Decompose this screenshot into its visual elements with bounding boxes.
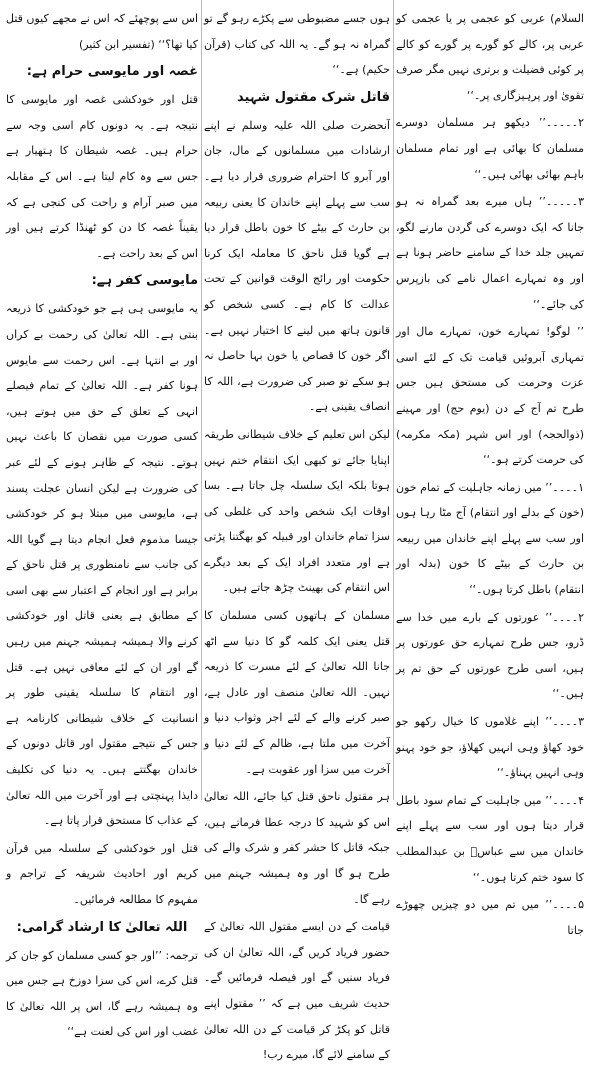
paragraph: آنحضرت صلی اللہ علیہ وسلم نے اپنے ارشادات میں مسلمانوں کے مال، جان اور آبرو کا احترام ضروری قرار دیا ہے۔ سب سے پہلے اپنے خاندان کا یعنی ربیعہ بن حارث کے بیٹے کا خون باطل قرار دیا ہے گویا قتل ناحق کا معاملہ ایک کرنا حکومت اور رائج الوقت قوانین کے تحت عدالت کا کام ہے۔ کسی شخص کو قانون ہاتھ میں لینے کا اختیار نہیں ہے۔ اگر خون کا قصاص یا خون بہا حاصل نہ ہو سکے تو صبر کی ضرورت ہے، اللہ کا انصاف یقینی ہے۔ — [204, 118, 390, 414]
article-column-right — [396, 6, 584, 937]
paragraph: قتل اور خودکشی کے سلسلہ میں قرآن کریم اور احادیث شریفہ کے تراجم و مفہوم کا مطالعہ فرمائیں۔ — [6, 841, 198, 906]
paragraph: ترجمہ: ’’اور جو کسی مسلمان کو جان کر قتل کرے، اس کی سزا دوزخ ہے جس میں وہ ہمیشہ رہے گا، اس پر اللہ تعالیٰ کا غضب اور اس کی لعنت ہے‘‘ — [6, 948, 198, 1039]
column-divider — [201, 0, 202, 800]
paragraph: ہر مقتول ناحق قتل کیا جائے، اللہ تعالیٰ اس کو شہید کا درجہ عطا فرماتے ہیں، جبکہ قاتل کا حشر کفر و شرک والے کی طرح ہو گا اور وہ ہمیشہ جہنم میں رہے گا۔ — [204, 790, 390, 906]
paragraph: لیکن اس تعلیم کے خلاف شیطانی طریقہ اپنایا جائے تو کبھی ایک انتقام ختم نہیں ہوتا بلکہ ایک سلسلہ چل جاتا ہے۔ بسا اوقات ایک شخص واحد کی غلطی کی سزا تمام خاندان اور قبیلہ کو بھگتنا پڑتی ہے اور متعدد افراد ایک کے بعد دیگرے اس انتقام کی بھینٹ چڑھ جاتے ہیں۔ — [204, 427, 390, 595]
paragraph: ۱۔۔۔۔’’ میں زمانہ جاہلیت کے تمام خون (خون کے بدلے اور انتقام) آج مٹا رہا ہوں اور سب سے پہلے اپنے خاندان میں ربیعہ بن حارث کے بیٹے کا خون (بدلہ اور انتقام) باطل کرتا ہوں۔‘‘ — [396, 480, 584, 597]
paragraph: اس سے پوچھئے کہ اس نے مجھے کیوں قتل کیا تھا؟‘‘ (تفسیر ابن کثیر) — [6, 12, 198, 51]
column-divider — [393, 0, 394, 800]
section-heading: اللہ تعالیٰ کا ارشاد گرامی: — [16, 919, 188, 935]
paragraph: السلام) عربی کو عجمی پر یا عجمی کو عربی پر، کالے کو گورے پر گورے کو کالے پر کوئی فضیلت و برتری نہیں مگر صرف تقویٰ اور پرہیزگاری پر۔‘‘ — [396, 12, 584, 102]
paragraph: ۳۔۔۔۔’’ اپنے غلاموں کا خیال رکھو جو خود کھاؤ وہی انہیں کھلاؤ، جو خود پہنو وہی انہیں پہناؤ۔‘‘ — [396, 715, 584, 780]
paragraph: ۵۔۔۔۔’’ میں تم میں دو چیزیں چھوڑے جاتا — [396, 898, 584, 937]
paragraph: قتل اور خودکشی غصہ اور مایوسی کا نتیجہ ہے۔ یہ دونوں کام اسی وجہ سے حرام ہیں۔ غصہ شیطان کا ہتھیار ہے جس سے وہ کام لیتا ہے۔ اس کے مقابلہ میں صبر آرام و راحت کی کنجی ہے کہ یقیناً غصہ کا دن کو ٹھنڈا کرتے ہیں اور اس کے بعد راحت ہے۔ — [6, 93, 198, 260]
section-heading: قاتل شرک مقتول شہید — [237, 89, 390, 105]
paragraph: ہوں جسے مضبوطی سے پکڑے رہو گے تو گمراہ نہ ہو گے۔ یہ اللہ کی کتاب (قرآن حکیم) ہے۔‘‘ — [204, 12, 390, 77]
paragraph: یہ مایوسی ہی ہے جو خودکشی کا ذریعہ بنتی ہے۔ اللہ تعالیٰ کی رحمت بے کراں اور بے انتہا ہے۔ اس رحمت سے مایوس ہونا کفر ہے۔ اللہ تعالیٰ کے تمام فیصلے انہی کے تعلق کے حق میں ہوتے ہیں، کسی صورت میں نقصان کا باعث نہیں ہوتے۔ نتیجہ کے ظاہر ہونے کے لئے عبر کی ضرورت ہے لیکن انسان عجلت پسند ہے، مایوسی میں مبتلا ہو کر خودکشی جیسا مذموم فعل انجام دیتا ہے گویا اللہ کی جانب سے نامنظوری پر قتل ناحق کے برابر ہے اور انجام کے اعتبار سے بھی اسی کے مطابق ہے یعنی قاتل اور خودکشی کرنے والا ہمیشہ ہمیشہ جہنم میں رہیں گے اور ان کے لئے معافی نہیں ہے۔ قتل اور انتقام کا سلسلہ یقینی طور پر انسانیت کے خلاف شیطانی کارنامہ ہے جس کے نتیجے مقتول اور قاتل دونوں کے خاندان بھگتتے ہیں۔ یہ دنیا کی تکلیف دایذا پہنچتی ہے اور آخرت میں اللہ تعالیٰ کے عذاب کا مستحق قرار پاتا ہے۔ — [6, 302, 198, 828]
article-column-middle — [204, 6, 390, 1062]
section-heading: غصہ اور مایوسی حرام ہے: — [26, 64, 198, 80]
paragraph: قیامت کے دن ایسے مقتول اللہ تعالیٰ کے حضور فریاد کریں گے، اللہ تعالیٰ ان کی فریاد سنیں گے اور فیصلہ فرمائیں گے۔ حدیث شریف میں ہے کہ ’’ مقتول اپنے قاتل کو پکڑ کر قیامت کے دن اللہ تعالیٰ کے سامنے لائے گا، میرے رب! — [204, 920, 390, 1062]
paragraph: ۴۔۔۔۔’’ میں جاہلیت کے تمام سود باطل قرار دیتا ہوں اور سب سے پہلے اپنے خاندان میں سے عباسؓ بن عبدالمطلب کا سود ختم کرتا ہوں۔‘‘ — [396, 793, 584, 884]
paragraph: مسلمان کے ہاتھوں کسی مسلمان کا قتل یعنی ایک کلمہ گو کا دنیا سے اٹھ جانا اللہ تعالیٰ کے لئے مسرت کا ذریعہ نہیں۔ اللہ تعالیٰ منصف اور عادل ہے، صبر کرنے والے کے لئے اجر وثواب دنیا و آخرت میں ملتا ہے، ظالم کے لئے دنیا و آخرت میں سزا اور عقوبت ہے۔ — [204, 609, 390, 776]
section-heading: مایوسی کفر ہے: — [91, 273, 198, 289]
paragraph: ۳۔۔۔۔۔’’ ہاں میرے بعد گمراہ نہ ہو جانا کہ ایک دوسرے کی گردن مارنے لگو، تمہیں جلد خدا کے سامنے حاضر ہونا ہے اور وہ تمہارے اعمال نامے کی بازپرس کی جائے۔‘‘ — [396, 195, 584, 311]
paragraph: ’’ لوگو! تمہارے خون، تمہارے مال اور تمہاری آبروئیں قیامت تک کے لئے اسی عزت وحرمت کی مستحق ہیں جس طرح تم آج کے دن (یوم حج) اور مہینے (ذوالحجہ) اور اس شہر (مکہ مکرمہ) کی حرمت کرتے ہو۔‘‘ — [396, 325, 584, 467]
paragraph: ۲۔۔۔۔۔’’ دیکھو ہر مسلمان دوسرے مسلمان کا بھائی ہے اور تمام مسلمان باہم بھائی بھائی ہیں۔‘‘ — [396, 116, 584, 181]
paragraph: ۲۔۔۔۔’’ عورتوں کے بارے میں خدا سے ڈرو، جس طرح تمہارے حق عورتوں پر ہیں، اسی طرح عورتوں کے حق تم پر ہیں۔‘‘ — [396, 610, 584, 701]
article-column-left — [6, 6, 198, 1039]
